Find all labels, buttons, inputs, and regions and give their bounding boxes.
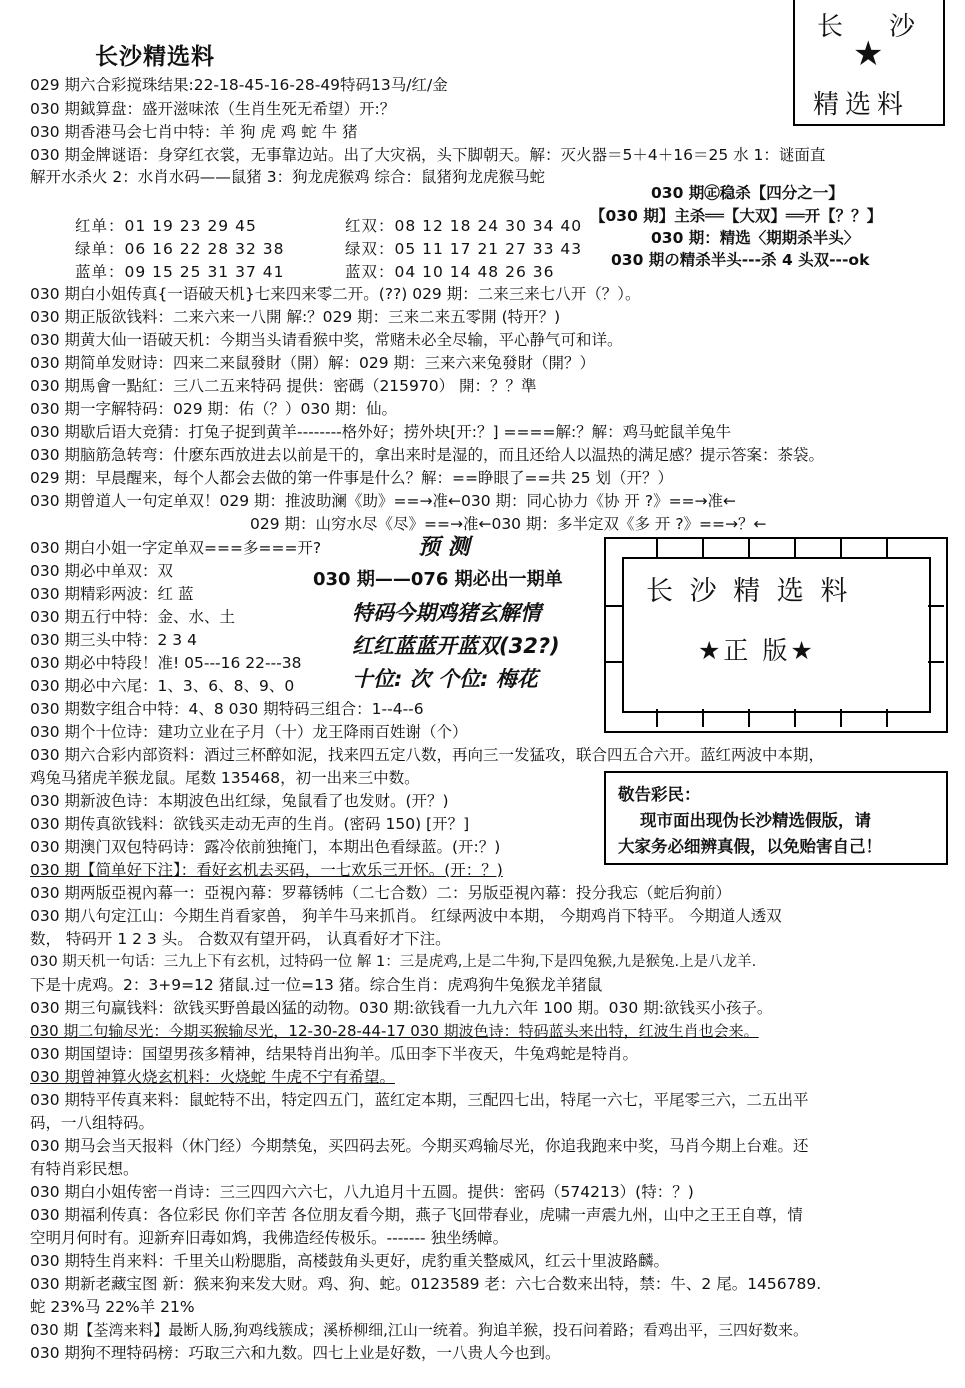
text-line: 030 期鉞算盘：盛开滋味浓（生肖生死无希望）开:？ bbox=[30, 100, 396, 118]
text-line: 030 期曾道人一句定单双！029 期：推波助澜《助》==→准←030 期：同心协力《协 开 ?》==→准← bbox=[30, 492, 737, 510]
text-line: 030 期歇后语大竞猜：打兔子捉到黄羊--------格外好；捞外块[开:？] ====解:？解：鸡马蛇鼠羊兔牛 bbox=[30, 423, 732, 441]
notice-heading: 敬告彩民： bbox=[618, 785, 701, 804]
handwritten-line-1: 特码今期鸡猪玄解情 bbox=[352, 601, 541, 625]
corner-logo-box bbox=[793, 0, 945, 126]
number-row-green-single: 绿单：06 16 22 28 32 38 bbox=[75, 240, 285, 258]
right-note: 030 期の精杀半头---杀 4 头双---ok bbox=[611, 251, 870, 269]
text-line: 030 期曾神算火烧玄机料：火烧蛇 牛虎不宁有希望。 bbox=[30, 1068, 395, 1086]
number-row-blue-single: 蓝单：09 15 25 31 37 41 bbox=[75, 263, 285, 281]
text-line: 030 期个十位诗：建功立业在子月（十）龙王降雨百姓谢（个） bbox=[30, 723, 468, 741]
text-line: 030 期必中单双：双 bbox=[30, 562, 174, 580]
text-line: 030 期脑筋急转弯：什麽东西放进去以前是干的，拿出来时是湿的，而且还给人以温热的满足感？提示答案：茶袋。 bbox=[30, 446, 825, 464]
text-line: 030 期精彩两波：红 蓝 bbox=[30, 585, 194, 603]
text-line: 030 期澳门双包特码诗：露冷依前独掩门，本期出色看绿蓝。(开:？) bbox=[30, 838, 501, 856]
text-line: 030 期香港马会七肖中特：羊 狗 虎 鸡 蛇 牛 猪 bbox=[30, 123, 358, 141]
text-line: 030 期六合彩内部资料：酒过三杯醉如泥，找来四五定八数，再向三一发猛攻，联合四五合六开。蓝红两波中本期， bbox=[30, 746, 825, 764]
number-row-blue-double: 蓝双：04 10 14 48 26 36 bbox=[345, 263, 555, 281]
text-line: 030 期五行中特：金、水、土 bbox=[30, 608, 236, 626]
star-icon: ★ bbox=[853, 34, 884, 74]
text-line: 030 期数字组合中特：4、8 030 期特码三组合：1--4--6 bbox=[30, 700, 424, 718]
text-line: 030 期福利传真：各位彩民 你们辛苦 各位朋友看今期，燕子飞回带春业，虎啸一声震九州，山中之王王自尊，情 bbox=[30, 1206, 803, 1224]
corner-char-3: 精选料 bbox=[813, 90, 910, 120]
text-line: 030 期传真欲钱料：欲钱买走动无声的生肖。(密码 150) [开？] bbox=[30, 815, 470, 833]
text-line: 有特肖彩民想。 bbox=[30, 1160, 139, 1178]
text-line: 蛇 23%马 22%羊 21% bbox=[30, 1298, 195, 1316]
text-line: 030 期正版欲钱料：二来六来一八開 解:？029 期：三来二来五零開 (特开？) bbox=[30, 308, 561, 326]
text-line: 030 期马会当天报料（休门经）今期禁兔，买四码去死。今期买鸡输尽光，你追我跑来中奖，马肖今期上台难。还 bbox=[30, 1137, 809, 1155]
text-line: 030 期三句赢钱料：欲钱买野兽最凶猛的动物。030 期:欲钱看一九九六年 100 期。030 期:欲钱买小孩子。 bbox=[30, 999, 773, 1017]
text-line: 030 期二句输尽光：今期买猴输尽光，12-30-28-44-17 030 期波色诗：特码蓝头来出特，红波生肖也会来。 bbox=[30, 1022, 759, 1040]
text-line: 030 期必中特段！准! 05---16 22---38 bbox=[30, 654, 302, 672]
text-line: 030 期特生肖来料：千里关山粉腮脂，高楼鼓角头更好，虎豹重关整威风，红云十里波路麟。 bbox=[30, 1252, 670, 1270]
text-line: 030 期一字解特码：029 期：佑（？）030 期：仙。 bbox=[30, 400, 398, 418]
forecast-box bbox=[604, 537, 948, 733]
text-line: 030 期新老藏宝图 新：猴来狗来发大财。鸡、狗、蛇。0123589 老：六七合数来出特，禁：牛、2 尾。1456789. bbox=[30, 1275, 822, 1293]
notice-line: 大家务必细辨真假，以免贻害自己！ bbox=[618, 837, 882, 856]
number-row-red-single: 红单：01 19 23 29 45 bbox=[75, 217, 257, 235]
forecast-title: 长 沙 精 选 料 bbox=[646, 576, 852, 607]
right-note: 030 期㊣稳杀【四分之一】 bbox=[651, 184, 844, 202]
text-line: 030 期国望诗：国望男孩多精神，结果特肖出狗羊。瓜田李下半夜天，牛兔鸡蛇是特肖。 bbox=[30, 1045, 639, 1063]
prediction-title: 预 测 bbox=[418, 535, 470, 560]
text-line: 029 期六合彩搅珠结果:22-18-45-16-28-49特码13马/红/金 bbox=[30, 76, 448, 94]
handwritten-line-3: 十位: 次 个位: 梅花 bbox=[352, 667, 538, 691]
text-line: 030 期天机一句话：三九上下有玄机，过特码一位 解 1：三是虎鸡,上是二牛狗,下是四兔猴,九是猴兔.上是八龙羊. bbox=[30, 954, 757, 970]
text-line: 鸡兔马猪虎羊猴龙鼠。尾数 135468，初一出来三中数。 bbox=[30, 769, 420, 787]
corner-char-1: 长 bbox=[817, 12, 844, 42]
text-line: 030 期两版亞視內幕一：亞視內幕：罗幕锈帏（二七合数）二：另版亞視內幕：投分我忘（蛇后狗前） bbox=[30, 884, 732, 902]
right-note: 030 期：精选〈期期杀半头〉 bbox=[651, 229, 860, 247]
text-line: 030 期白小姐一字定单双===多===开? bbox=[30, 539, 322, 557]
text-line: 030 期狗不理特码榜：巧取三六和九数。四七上业是好数，一八贵人今也到。 bbox=[30, 1344, 561, 1362]
text-line: 030 期特平传真来料：鼠蛇特不出，特定四五门，蓝红定本期，三配四七出，特尾一六七，平尾零三六，二五出平 bbox=[30, 1091, 809, 1109]
text-line: 029 期：早晨醒来，每个人都会去做的第一件事是什么？解：==睁眼了==共 25 划（开？） bbox=[30, 469, 674, 487]
text-line: 030 期白小姐传密一肖诗：三三四四六六七，八九追月十五圆。提供：密码（574213）(特：？) bbox=[30, 1183, 694, 1201]
text-line: 029 期：山穷水尽《尽》==→准←030 期：多半定双《多 开 ?》==→？← bbox=[250, 515, 767, 533]
text-line: 030 期【荃湾来料】最断人肠,狗鸡线簇成；溪桥柳细,江山一统着。狗追羊猴，投石问着路；看鸡出平，三四好数来。 bbox=[30, 1321, 808, 1339]
handwritten-line-2: 红红蓝蓝开蓝双(32?) bbox=[352, 634, 560, 658]
forecast-subtitle: ★正 版★ bbox=[698, 636, 816, 665]
corner-char-2: 沙 bbox=[889, 12, 916, 42]
text-line: 030 期三头中特：2 3 4 bbox=[30, 631, 197, 649]
text-line: 数， 特码开 1 2 3 头。 合数双有望开码， 认真看好才下注。 bbox=[30, 930, 451, 948]
notice-box bbox=[604, 771, 948, 865]
text-line: 030 期黄大仙一语破天机：今期当头请看猴中奖，常赌未必全尽输，平心静气可和详。 bbox=[30, 331, 623, 349]
number-row-red-double: 红双：08 12 18 24 30 34 40 bbox=[345, 217, 583, 235]
text-line: 030 期白小姐传真{一语破天机}七来四来零二开。(??) 029 期：二来三来七八开（？）。 bbox=[30, 285, 641, 303]
page-title: 长沙精选料 bbox=[95, 44, 215, 70]
text-line: 解开水杀火 2：水肖水码——鼠猪 3：狗龙虎猴鸡 综合：鼠猪狗龙虎猴马蛇 bbox=[30, 168, 546, 186]
number-row-green-double: 绿双：05 11 17 21 27 33 43 bbox=[345, 240, 583, 258]
text-line: 030 期简单发财诗：四来二来鼠發財（開）解：029 期：三来六来兔發財（開？） bbox=[30, 354, 596, 372]
notice-line: 现市面出现伪长沙精选假版，请 bbox=[640, 811, 871, 830]
text-line: 码，一八组特码。 bbox=[30, 1114, 155, 1132]
text-line: 下是十虎鸡。2：3+9=12 猪鼠.过一位=13 猪。综合生肖：虎鸡狗牛兔猴龙羊猪鼠 bbox=[30, 976, 603, 994]
text-line: 030 期馬會一點紅：三八二五来特码 提供：密碼（215970） 開：？？準 bbox=[30, 377, 537, 395]
text-line: 030 期新波色诗：本期波色出红绿，兔鼠看了也发财。(开？) bbox=[30, 792, 449, 810]
text-line: 030 期【简单好下注】：看好玄机去买码，一七欢乐三开怀。(开：？) bbox=[30, 861, 503, 879]
text-line: 030 期必中六尾：1、3、6、8、9、0 bbox=[30, 677, 295, 695]
prediction-line: 030 期——076 期必出一期单 bbox=[313, 569, 563, 590]
text-line: 空明月何时有。迎新弃旧毒如鸩，我佛造经传极乐。------- 独坐绣幛。 bbox=[30, 1229, 509, 1247]
text-line: 030 期八句定江山：今期生肖看家兽， 狗羊牛马来抓肖。 红绿两波中本期， 今期鸡肖下特平。 今期道人透双 bbox=[30, 907, 782, 925]
text-line: 030 期金牌谜语：身穿红衣裳，无事靠边站。出了大灾祸，头下脚朝天。解：灭火器＝5＋4＋16＝25 水 1：谜面直 bbox=[30, 146, 826, 164]
right-note: 【030 期】主杀══【大双】══开【？？】 bbox=[590, 207, 883, 225]
